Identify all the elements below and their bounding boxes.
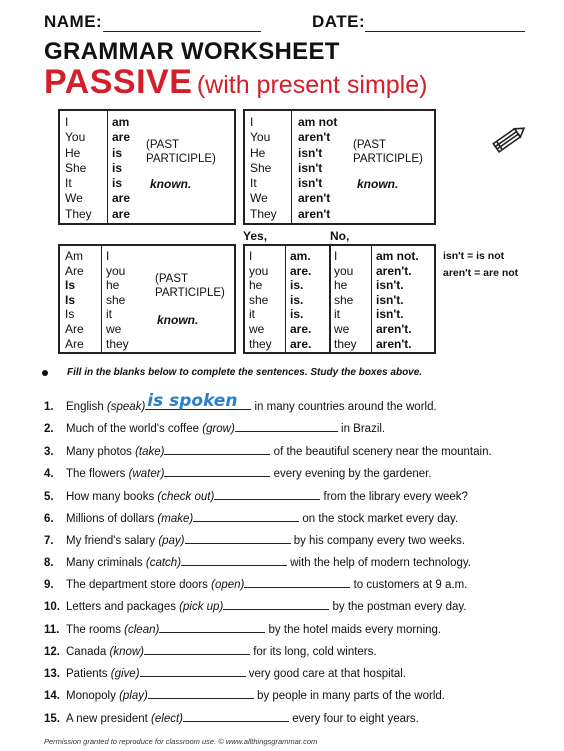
answer-blank-3[interactable] <box>164 442 270 455</box>
short-answer-box <box>243 244 436 354</box>
affirmative-participle-label: (PAST PARTICIPLE) <box>146 139 216 165</box>
name-label: NAME: <box>44 12 103 31</box>
question-6: 6. Millions of dollars (make) on the stock market every day. <box>44 509 458 525</box>
bullet-icon <box>42 370 48 376</box>
affirmative-box <box>58 109 236 225</box>
question-example: known. <box>157 313 199 327</box>
handwritten-answer-1: is spoken <box>147 391 238 411</box>
answer-blank-12[interactable] <box>144 642 250 655</box>
question-8: 8. Many criminals (catch) with the help of modern technology. <box>44 553 471 569</box>
question-box <box>58 244 236 354</box>
question-13: 13. Patients (give) very good care at that hospital. <box>44 664 406 680</box>
answer-blank-13[interactable] <box>140 664 246 677</box>
copyright-footer: Permission granted to reproduce for classroom use. © www.allthingsgrammar.com <box>44 737 318 746</box>
answer-blank-6[interactable] <box>193 509 299 522</box>
negative-verbs: am not aren't isn't isn't isn't aren't aren't <box>298 115 338 221</box>
contraction-notes <box>443 248 518 282</box>
question-5: 5. How many books (check out) from the library every week? <box>44 487 468 503</box>
worksheet-title: GRAMMAR WORKSHEET <box>44 38 340 65</box>
present-simple-heading: (with present simple) <box>196 71 428 99</box>
answer-blank-10[interactable] <box>223 597 329 610</box>
pencil-icon <box>488 122 530 163</box>
question-12: 12. Canada (know) for its long, cold winters. <box>44 642 377 658</box>
question-11: 11. The rooms (clean) by the hotel maids every morning. <box>44 620 441 636</box>
answer-blank-1[interactable] <box>145 391 251 411</box>
negative-box <box>243 109 436 225</box>
answer-blank-15[interactable] <box>183 709 289 722</box>
contraction-isnt: isn't = is not <box>443 250 505 262</box>
no-verbs: am not. aren't. isn't. isn't. isn't. aren't. aren't. <box>376 249 419 351</box>
passive-heading: PASSIVE <box>44 63 193 101</box>
question-verbs: Am Are Is Is Is Are Are <box>65 249 84 351</box>
yes-label: Yes, <box>243 229 268 243</box>
worksheet-subtitle <box>44 63 427 102</box>
no-pronouns: I you he she it we they <box>334 249 357 351</box>
question-9: 9. The department store doors (open) to customers at 9 a.m. <box>44 575 467 591</box>
question-participle-label: (PAST PARTICIPLE) <box>155 273 225 299</box>
affirmative-verbs: am are is is is are are <box>112 115 131 221</box>
answer-blank-7[interactable] <box>185 531 291 544</box>
date-field-line[interactable] <box>365 15 525 32</box>
question-10: 10. Letters and packages (pick up) by the postman every day. <box>44 597 467 613</box>
contraction-arent: aren't = are not <box>443 267 519 279</box>
instructions: Fill in the blanks below to complete the sentences. Study the boxes above. <box>67 367 423 378</box>
question-1: 1. English (speak) is spoken in many countries around the world. <box>44 391 437 413</box>
answer-blank-2[interactable] <box>235 419 338 432</box>
negative-example: known. <box>357 177 399 191</box>
negative-pronouns: I You He She It We They <box>250 115 277 221</box>
answer-blank-11[interactable] <box>159 620 265 633</box>
question-14: 14. Monopoly (play) by people in many parts of the world. <box>44 686 445 702</box>
question-4: 4. The flowers (water) every evening by the gardener. <box>44 464 432 480</box>
no-label: No, <box>330 229 350 243</box>
answer-blank-14[interactable] <box>148 686 254 699</box>
answer-blank-9[interactable] <box>244 575 350 588</box>
affirmative-pronouns: I You He She It We They <box>65 115 92 221</box>
question-pronouns: I you he she it we they <box>106 249 129 351</box>
name-field-line[interactable] <box>103 15 261 32</box>
answer-blank-8[interactable] <box>181 553 287 566</box>
yes-verbs: am. are. is. is. is. are. are. <box>290 249 312 351</box>
negative-participle-label: (PAST PARTICIPLE) <box>353 139 423 165</box>
question-2: 2. Much of the world's coffee (grow) in Brazil. <box>44 419 385 435</box>
date-label: DATE: <box>312 12 366 31</box>
yes-pronouns: I you he she it we they <box>249 249 272 351</box>
question-7: 7. My friend's salary (pay) by his company every two weeks. <box>44 531 465 547</box>
question-15: 15. A new president (elect) every four to eight years. <box>44 709 419 725</box>
question-3: 3. Many photos (take) of the beautiful scenery near the mountain. <box>44 442 492 458</box>
affirmative-example: known. <box>150 177 192 191</box>
answer-blank-4[interactable] <box>164 464 270 477</box>
answer-blank-5[interactable] <box>214 487 320 500</box>
